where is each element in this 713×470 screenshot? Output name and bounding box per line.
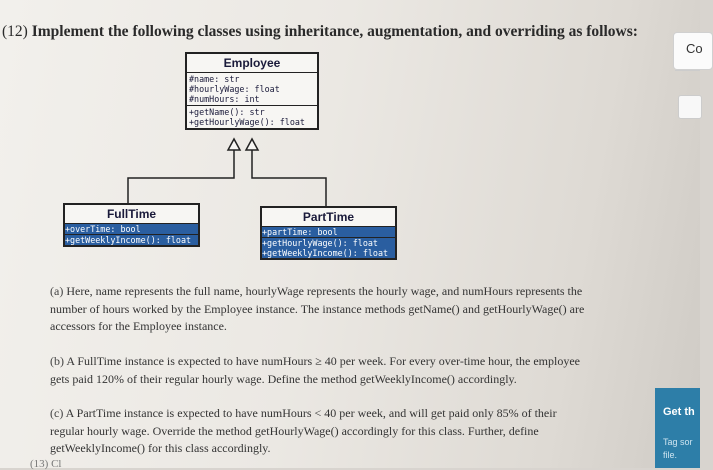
side-button[interactable]: Co	[673, 32, 713, 70]
promo-panel[interactable]	[655, 388, 700, 468]
attribute-row: +overTime: bool	[65, 224, 198, 234]
part-a-text: Here, name represents the full name, hourlyWage represents the hourly wage, and numHours represents the number of hours worked by the Employee instance. The instance methods getName() and getHourlyWage() are accessors for the Employee instance.	[50, 284, 585, 333]
attribute-row: +partTime: bool	[262, 227, 395, 237]
method-row: +getWeeklyIncome(): float	[65, 235, 198, 245]
inheritance-line-fulltime	[128, 150, 234, 203]
attribute-row: #hourlyWage: float	[189, 84, 280, 94]
side-input-box[interactable]	[678, 95, 702, 119]
attribute-row: #numHours: int	[189, 94, 260, 104]
promo-subtitle-line1: Tag sor	[663, 437, 693, 447]
part-b-label: (b)	[50, 354, 64, 368]
question-number: (12)	[2, 23, 28, 40]
class-name: FullTime	[65, 205, 198, 224]
side-divider	[675, 70, 700, 71]
question-text: Implement the following classes using inheritance, augmentation, and overriding as follows:	[31, 23, 638, 40]
promo-subtitle-line2: file.	[663, 450, 678, 460]
part-a-label: (a)	[50, 284, 64, 298]
inheritance-line-parttime	[252, 150, 326, 206]
inheritance-arrowhead-fulltime	[228, 139, 240, 150]
method-row: +getHourlyWage(): float	[189, 117, 305, 127]
class-name: Employee	[187, 54, 317, 73]
method-row: +getHourlyWage(): float	[262, 238, 395, 248]
part-c-text: A PartTime instance is expected to have numHours < 40 per week, and will get paid only 85% of their regular hourly wage. Override the method getHourlyWage() accordingly for this class. Further, define getWeeklyIncome() for this class accordingly.	[50, 406, 557, 455]
promo-title: Get th	[663, 406, 695, 418]
method-row: +getWeeklyIncome(): float	[262, 248, 395, 258]
method-row: +getName(): str	[189, 107, 265, 117]
attribute-row: #name: str	[189, 74, 240, 84]
part-b-text: A FullTime instance is expected to have numHours ≥ 40 per week. For every over-time hour, the employee gets paid 120% of their regular hourly wage. Define the method getWeeklyIncome() accordingly.	[50, 354, 580, 386]
promo-subtitle	[663, 436, 693, 462]
part-a	[50, 283, 590, 336]
next-question-cut: (13) Cl	[30, 458, 62, 470]
part-c-label: (c)	[50, 406, 64, 420]
inheritance-arrowhead-parttime	[246, 139, 258, 150]
class-name: PartTime	[262, 208, 395, 227]
part-b	[50, 353, 590, 388]
part-c	[50, 405, 590, 458]
